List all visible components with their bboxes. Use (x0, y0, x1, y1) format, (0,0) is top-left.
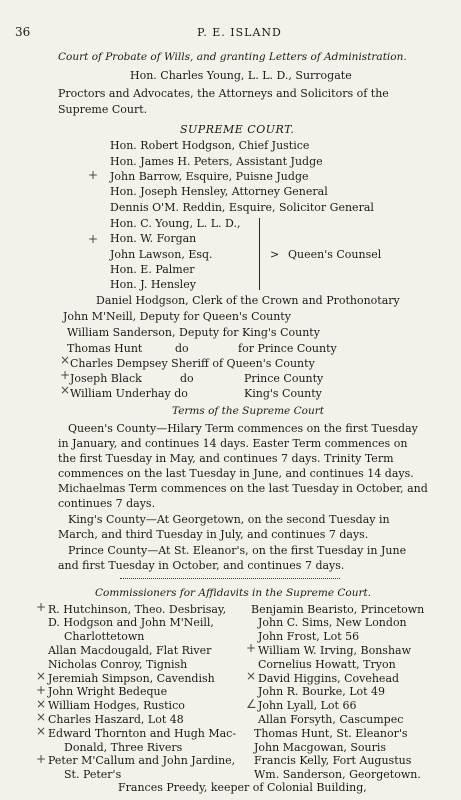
margin-cross-mark: + (36, 600, 47, 614)
commissioner-right: Wm. Sanderson, Georgetown. (254, 768, 421, 782)
commissioner-right: Cornelius Howatt, Tryon (258, 657, 396, 671)
terms-line: in January, and continues 14 days. Easter Term commences on (58, 437, 408, 450)
clerk-line: Daniel Hodgson, Clerk of the Crown and Prothonotary (96, 294, 400, 307)
terms-line: Michaelmas Term commences on the last Tuesday in October, and (58, 482, 428, 495)
commissioner-right: Thomas Hunt, St. Eleanor's (254, 726, 408, 740)
surrogate-line: Hon. Charles Young, L. L. D., Surrogate (130, 69, 352, 82)
terms-line: Prince County—At St. Eleanor's, on the first Tuesday in June (68, 544, 407, 557)
officer-line: Hon. James H. Peters, Assistant Judge (110, 155, 323, 168)
officer-line: John Barrow, Esquire, Puisne Judge (110, 170, 309, 183)
commissioner-left: Peter M'Callum and John Jardine, (48, 754, 236, 768)
commissioner-right: John Macgowan, Souris (254, 740, 387, 754)
black-county: Prince County (244, 372, 324, 385)
commissioner-right: John R. Bourke, Lot 49 (258, 685, 386, 699)
margin-cross-mark: × (36, 669, 47, 683)
black-ditto: do (180, 372, 194, 385)
commissioner-left: Jeremiah Simpson, Cavendish (48, 671, 215, 685)
commissioner-right: Francis Kelly, Fort Augustus (254, 754, 412, 768)
counsel-brace (259, 218, 266, 290)
margin-cross-mark: + (246, 641, 257, 656)
margin-cross-mark: × (36, 710, 47, 725)
page-number: 36 (15, 25, 31, 39)
hunt-name: Thomas Hunt (67, 342, 143, 355)
commissioner-left: St. Peter's (64, 768, 122, 782)
counsel-line: John Lawson, Esq. (110, 248, 213, 261)
terms-line: Queen's County—Hilary Term commences on the first Tuesday (68, 422, 418, 435)
officer-line: Hon. Robert Hodgson, Chief Justice (110, 139, 310, 152)
counsel-brace-mark: > (270, 248, 280, 261)
margin-cross-mark: ∠ (246, 696, 257, 711)
commissioner-left: Edward Thornton and Hugh Mac- (48, 726, 237, 740)
commissioner-left: William Hodges, Rustico (48, 699, 185, 713)
commissioner-right: Benjamin Bearisto, Princetown (251, 602, 425, 616)
margin-cross-mark: × (60, 353, 71, 367)
commissioner-right: David Higgins, Covehead (258, 671, 400, 685)
margin-cross-mark: × (36, 696, 47, 711)
counsel-line: Hon. W. Forgan (110, 232, 197, 245)
margin-cross-mark: + (88, 168, 99, 182)
queens-counsel-label: Queen's Counsel (288, 248, 382, 261)
running-title: P. E. ISLAND (197, 26, 282, 39)
probate-heading: Court of Probate of Wills, and granting Letters of Administration. (58, 51, 407, 63)
supreme-court-heading: SUPREME COURT. (180, 123, 295, 136)
commissioner-right: Allan Forsyth, Cascumpec (258, 713, 404, 727)
terms-line: the first Tuesday in May, and continues 7 days. Trinity Term (58, 452, 394, 465)
counsel-line: Hon. E. Palmer (110, 263, 195, 276)
commissioner-left: Nicholas Conroy, Tignish (48, 657, 188, 671)
commissioner-left: Allan Macdougald, Flat River (48, 644, 212, 658)
sheriff-line: Charles Dempsey Sheriff of Queen's County (70, 357, 315, 370)
terms-line: continues 7 days. (58, 497, 156, 510)
black-name: Joseph Black (70, 372, 142, 385)
terms-heading: Terms of the Supreme Court (172, 405, 324, 417)
commissioners-heading: Commissioners for Affidavits in the Supreme Court. (95, 587, 372, 599)
margin-cross-mark: + (60, 368, 71, 382)
commissioner-left: John Wright Bedeque (48, 685, 168, 699)
margin-cross-mark: + (36, 751, 47, 766)
terms-line: March, and third Tuesday in July, and continues 7 days. (58, 528, 369, 541)
margin-cross-mark: + (88, 232, 99, 246)
commissioner-right: William W. Irving, Bonshaw (258, 644, 411, 658)
terms-line: and first Tuesday in October, and continues 7 days. (58, 559, 345, 572)
officer-line: Hon. Joseph Hensley, Attorney General (110, 185, 328, 198)
terms-line: commences on the last Tuesday in June, and continues 14 days. (58, 467, 414, 480)
terms-line: King's County—At Georgetown, on the second Tuesday in (68, 513, 390, 526)
margin-cross-mark: × (60, 383, 71, 397)
commissioner-left: Charlottetown (64, 630, 145, 644)
commissioner-left: R. Hutchinson, Theo. Desbrisay, (48, 602, 227, 616)
margin-cross-mark: × (246, 669, 257, 683)
proctors-line-2: Supreme Court. (58, 103, 148, 116)
commissioner-left: Donald, Three Rivers (64, 740, 183, 754)
officer-line: Dennis O'M. Reddin, Esquire, Solicitor General (110, 201, 374, 214)
counsel-line: Hon. J. Hensley (110, 278, 196, 291)
hunt-county: for Prince County (238, 342, 337, 355)
underhay-county: King's County (244, 387, 322, 400)
section-divider (120, 578, 340, 579)
commissioner-right: John C. Sims, New London (258, 616, 407, 630)
margin-cross-mark: × (36, 724, 47, 739)
margin-cross-mark: + (36, 682, 47, 697)
counsel-line: Hon. C. Young, L. L. D., (110, 217, 241, 230)
commissioner-right: John Lyall, Lot 66 (258, 699, 357, 713)
keeper-line: Frances Preedy, keeper of Colonial Building, (118, 781, 367, 794)
commissioner-right: John Frost, Lot 56 (258, 630, 360, 644)
hunt-ditto: do (175, 342, 189, 355)
deputy-line: William Sanderson, Deputy for King's County (67, 326, 320, 339)
underhay-name: William Underhay do (70, 387, 188, 400)
proctors-line-1: Proctors and Advocates, the Attorneys and Solicitors of the (58, 87, 389, 100)
commissioner-left: Charles Haszard, Lot 48 (48, 713, 184, 727)
deputy-line: John M'Neill, Deputy for Queen's County (63, 310, 291, 323)
commissioner-left: D. Hodgson and John M'Neill, (48, 616, 214, 630)
